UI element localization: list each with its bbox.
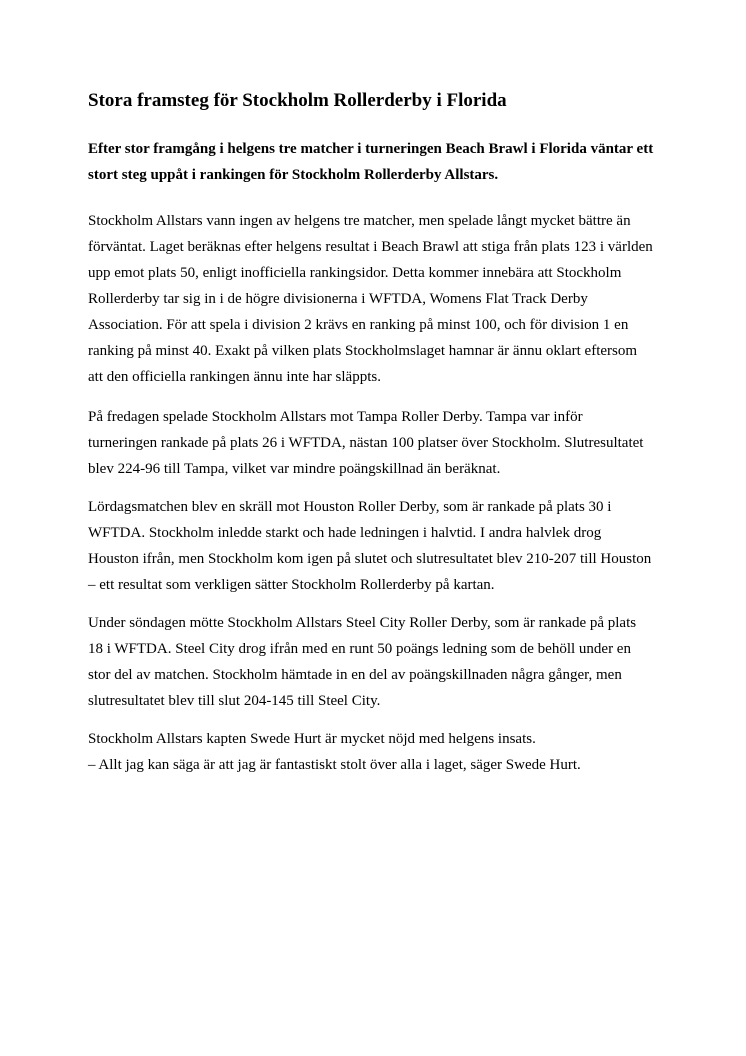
paragraph-line: Association. För att spela i division 2 krävs en ranking på minst 100, och för division 1 en — [88, 317, 629, 333]
paragraph-line: 18 i WFTDA. Steel City drog ifrån med en runt 50 poängs ledning som de behöll under en — [88, 641, 631, 657]
paragraph-line: upp emot plats 50, enligt inofficiella rankingsidor. Detta kommer innebära att Stockholm — [88, 265, 622, 281]
paragraph-line: att den officiella rankingen ännu inte har släppts. — [88, 369, 381, 385]
paragraph-saturday — [88, 494, 660, 598]
paragraph-line: Stockholm Allstars vann ingen av helgens tre matcher, men spelade långt mycket bättre än — [88, 213, 631, 229]
paragraph-line: turneringen rankade på plats 26 i WFTDA, nästan 100 platser över Stockholm. Slutresultatet — [88, 435, 644, 451]
lead-line: stort steg uppåt i rankingen för Stockholm Rollerderby Allstars. — [88, 167, 499, 183]
paragraph-line: Stockholm Allstars kapten Swede Hurt är mycket nöjd med helgens insats. — [88, 731, 536, 747]
article-lead — [88, 136, 660, 188]
paragraph-line: ranking på minst 40. Exakt på vilken plats Stockholmslaget hamnar är ännu oklart eftersom — [88, 343, 638, 359]
paragraph-line: WFTDA. Stockholm inledde starkt och hade ledningen i halvtid. I andra halvlek drog — [88, 525, 602, 541]
paragraph-friday — [88, 404, 660, 482]
paragraph-line: Rollerderby tar sig in i de högre divisionerna i WFTDA, Womens Flat Track Derby — [88, 291, 588, 307]
paragraph-line: Under söndagen mötte Stockholm Allstars Steel City Roller Derby, som är rankade på plats — [88, 615, 637, 631]
paragraph-line: Lördagsmatchen blev en skräll mot Houston Roller Derby, som är rankade på plats 30 i — [88, 499, 612, 515]
article-title: Stora framsteg för Stockholm Rollerderby i Florida — [88, 90, 507, 111]
paragraph-line: Houston ifrån, men Stockholm kom igen på slutet och slutresultatet blev 210-207 till Houston — [88, 551, 652, 567]
paragraph-line: stor del av matchen. Stockholm hämtade in en del av poängskillnaden några gånger, men — [88, 667, 622, 683]
paragraph-line: slutresultatet blev till slut 204-145 till Steel City. — [88, 693, 381, 709]
article — [88, 86, 660, 790]
paragraph-quote — [88, 726, 660, 778]
paragraph-line: – Allt jag kan säga är att jag är fantastiskt stolt över alla i laget, säger Swede Hurt. — [88, 757, 581, 773]
paragraph-line: förväntat. Laget beräknas efter helgens resultat i Beach Brawl att stiga från plats 123 i världen — [88, 239, 653, 255]
paragraph-sunday — [88, 610, 660, 714]
paragraph-line: blev 224-96 till Tampa, vilket var mindre poängskillnad än beräknat. — [88, 461, 501, 477]
lead-line: Efter stor framgång i helgens tre matcher i turneringen Beach Brawl i Florida väntar ett — [88, 141, 654, 157]
paragraph-line: – ett resultat som verkligen sätter Stockholm Rollerderby på kartan. — [88, 577, 495, 593]
paragraph-line: På fredagen spelade Stockholm Allstars mot Tampa Roller Derby. Tampa var inför — [88, 409, 583, 425]
paragraph-ranking — [88, 208, 660, 390]
